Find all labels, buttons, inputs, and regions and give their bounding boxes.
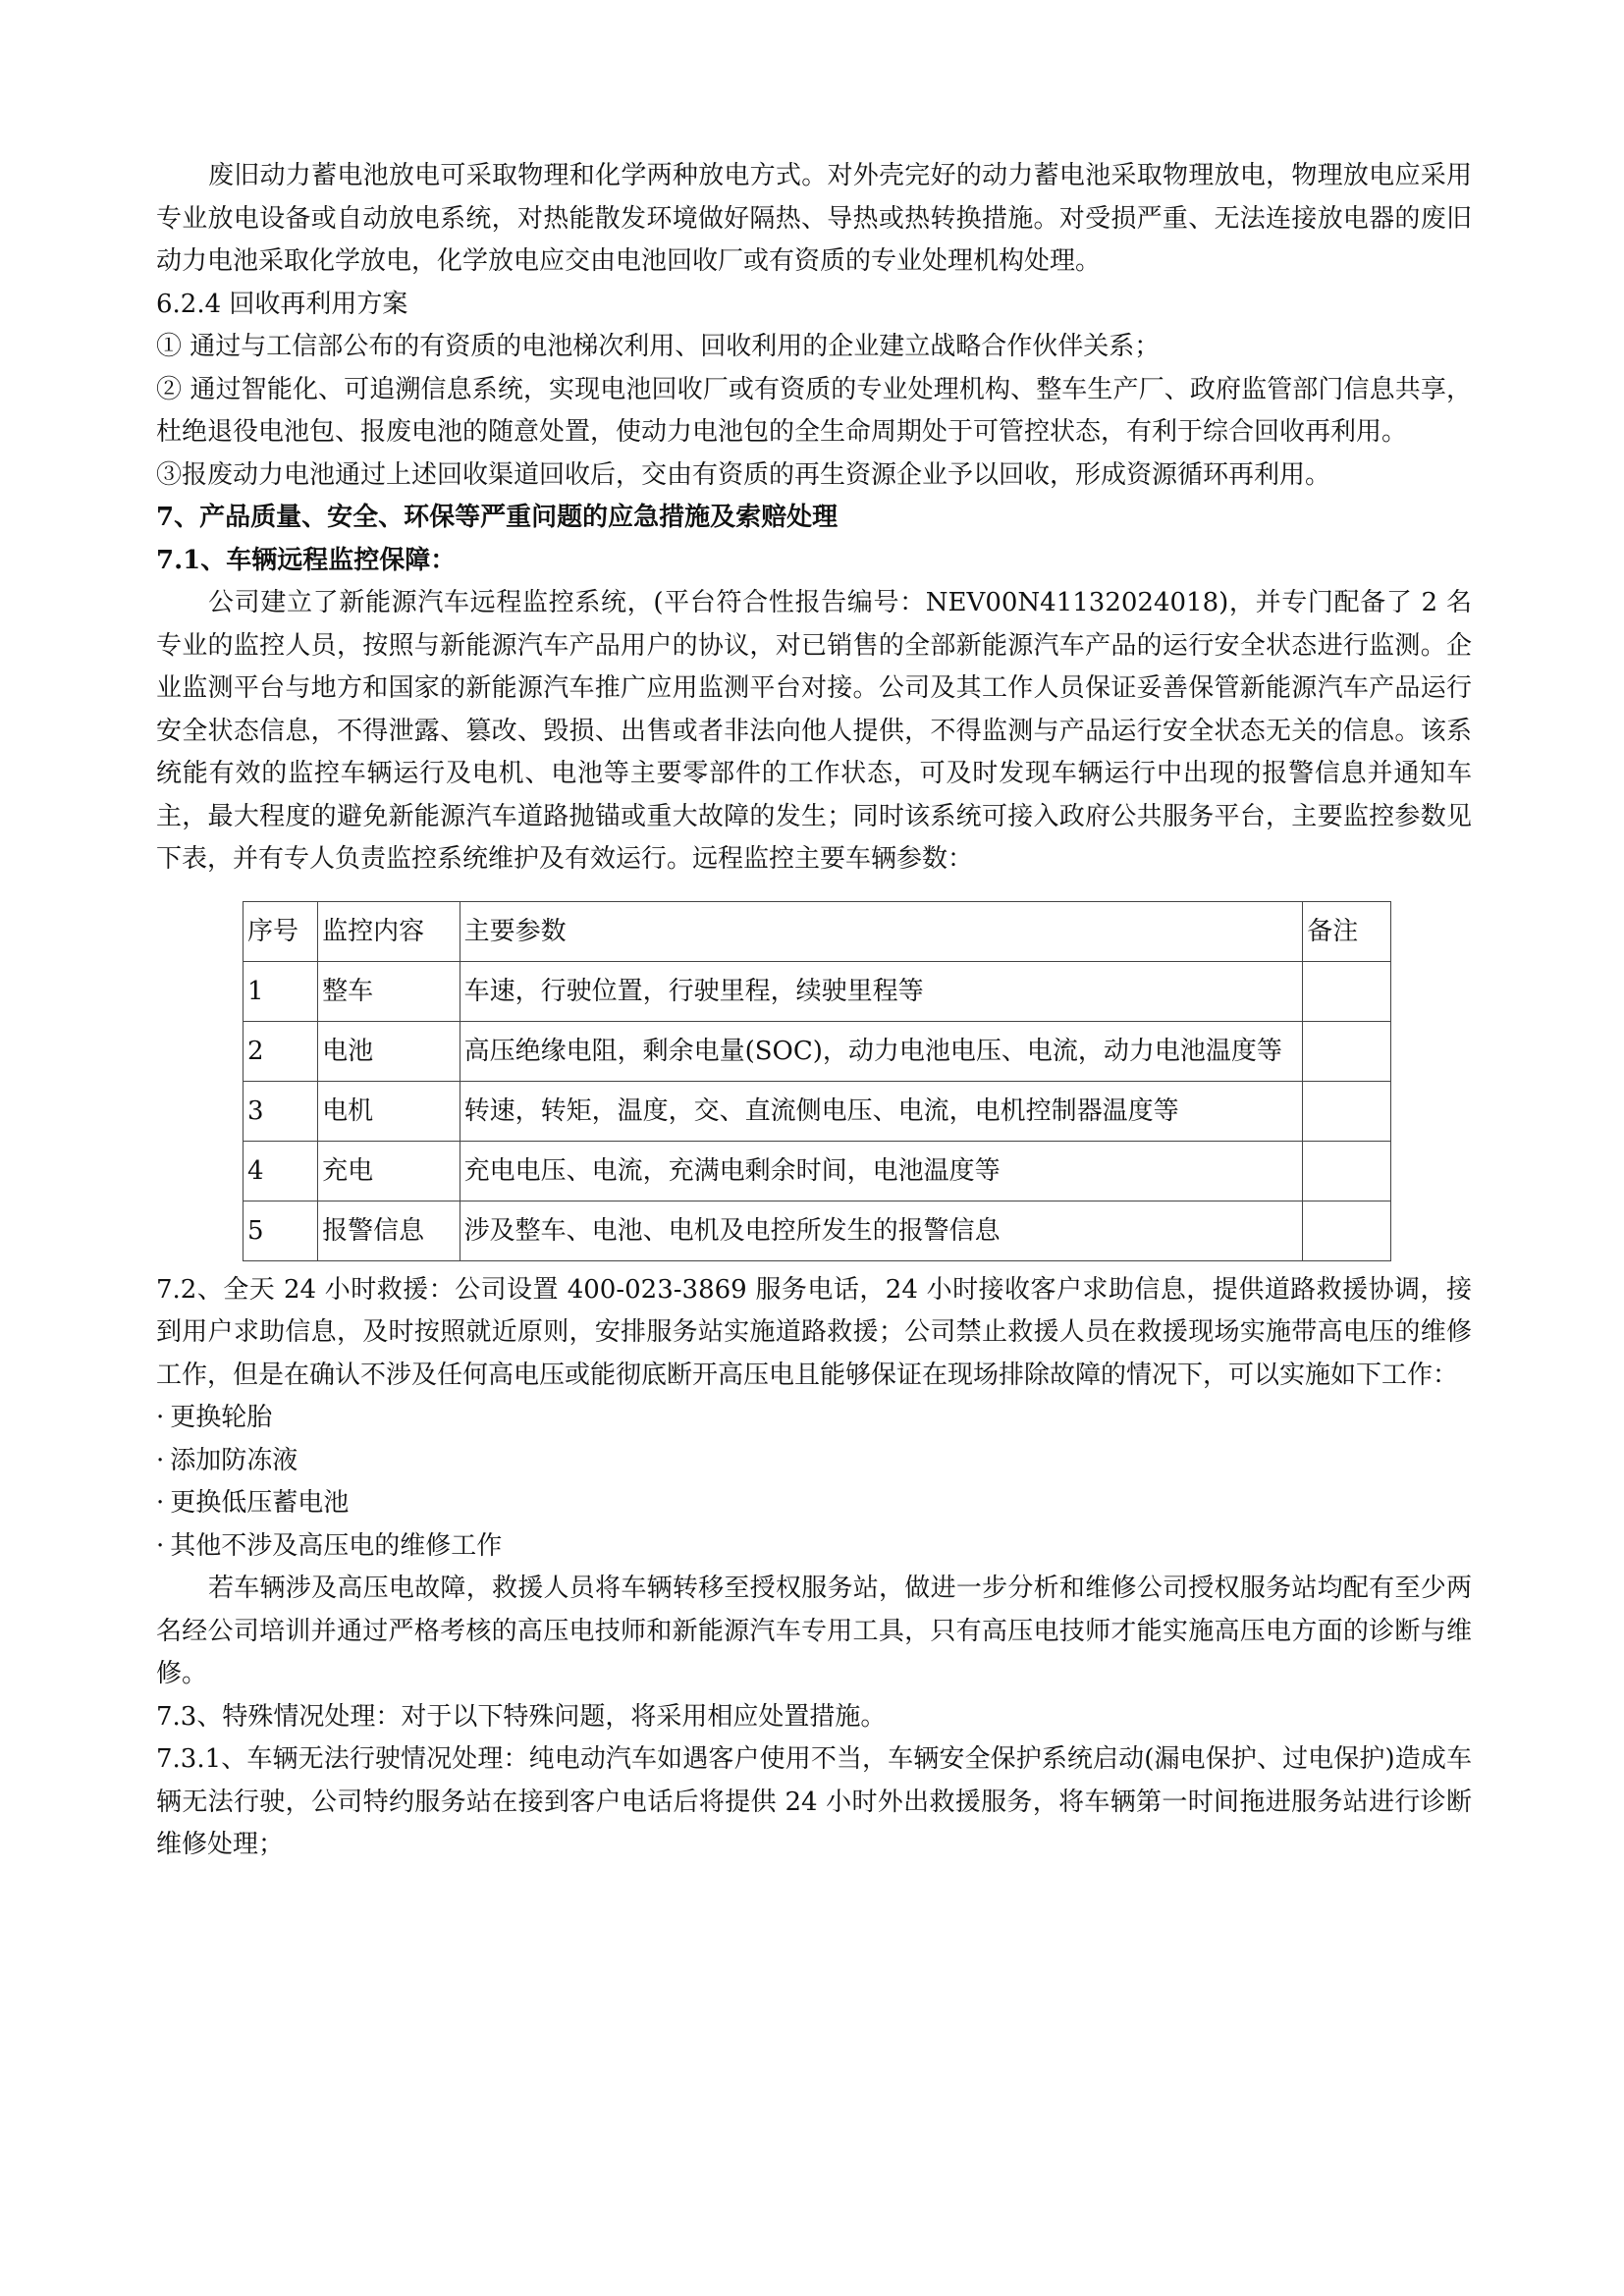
cell-seq: 1	[244, 961, 318, 1021]
table-row	[244, 961, 1391, 1021]
cell-params: 涉及整车、电池、电机及电控所发生的报警信息	[460, 1201, 1303, 1260]
cell-content: 电机	[318, 1081, 460, 1141]
cell-params: 高压绝缘电阻，剩余电量(SOC)，动力电池电压、电流，动力电池温度等	[460, 1021, 1303, 1081]
cell-remark	[1303, 1201, 1391, 1260]
header-seq: 序号	[244, 901, 318, 961]
table-row	[244, 1141, 1391, 1201]
cell-content: 充电	[318, 1141, 460, 1201]
bullet-item: · 其他不涉及高压电的维修工作	[156, 1525, 1472, 1569]
document-page	[156, 155, 1472, 1867]
bullet-item: · 添加防冻液	[156, 1440, 1472, 1483]
cell-content: 报警信息	[318, 1201, 460, 1260]
recycle-item-2: ② 通过智能化、可追溯信息系统，实现电池回收厂或有资质的专业处理机构、整车生产厂、政府监管部门信息共享，杜绝退役电池包、报废电池的随意处置，使动力电池包的全生命周期处于可管控状态，有利于综合回收再利用。	[156, 374, 1472, 447]
section-7-heading: 7、产品质量、安全、环保等严重问题的应急措施及索赔处理	[156, 503, 839, 532]
table-row	[244, 1081, 1391, 1141]
high-voltage-paragraph: 若车辆涉及高压电故障，救援人员将车辆转移至授权服务站，做进一步分析和维修公司授权服务站均配有至少两名经公司培训并通过严格考核的高压电技师和新能源汽车专用工具，只有高压电技师才能实施高压电方面的诊断与维修。	[156, 1574, 1472, 1688]
header-params: 主要参数	[460, 901, 1303, 961]
cell-seq: 3	[244, 1081, 318, 1141]
section-7-1-heading: 7.1、车辆远程监控保障：	[156, 545, 457, 575]
cell-params: 车速，行驶位置，行驶里程，续驶里程等	[460, 961, 1303, 1021]
cell-remark	[1303, 961, 1391, 1021]
bullet-item: · 更换轮胎	[156, 1397, 1472, 1440]
table-row	[244, 1201, 1391, 1260]
cell-params: 转速，转矩，温度，交、直流侧电压、电流，电机控制器温度等	[460, 1081, 1303, 1141]
cell-remark	[1303, 1081, 1391, 1141]
section-7-3-paragraph: 7.3、特殊情况处理：对于以下特殊问题，将采用相应处置措施。	[156, 1701, 887, 1732]
section-7-3-1-paragraph: 7.3.1、车辆无法行驶情况处理：纯电动汽车如遇客户使用不当，车辆安全保护系统启动(漏电保护、过电保护)造成车辆无法行驶，公司特约服务站在接到客户电话后将提供 24 小时外出救援服务，将车辆第一时间拖进服务站进行诊断维修处理；	[156, 1744, 1472, 1859]
cell-remark	[1303, 1021, 1391, 1081]
header-content: 监控内容	[318, 901, 460, 961]
remote-monitor-paragraph: 公司建立了新能源汽车远程监控系统，(平台符合性报告编号：NEV00N41132024018)，并专门配备了 2 名专业的监控人员，按照与新能源汽车产品用户的协议，对已销售的全部新能源汽车产品的运行安全状态进行监测。企业监测平台与地方和国家的新能源汽车推广应用监测平台对接。公司及其工作人员保证妥善保管新能源汽车产品运行安全状态信息，不得泄露、篡改、毁损、出售或者非法向他人提供，不得监测与产品运行安全状态无关的信息。该系统能有效的监控车辆运行及电机、电池等主要零部件的工作状态，可及时发现车辆运行中出现的报警信息并通知车主，最大程度的避免新能源汽车道路抛锚或重大故障的发生；同时该系统可接入政府公共服务平台，主要监控参数见下表，并有专人负责监控系统维护及有效运行。远程监控主要车辆参数：	[156, 588, 1472, 874]
cell-seq: 4	[244, 1141, 318, 1201]
cell-params: 充电电压、电流，充满电剩余时间，电池温度等	[460, 1141, 1303, 1201]
section-7-2-paragraph: 7.2、全天 24 小时救援：公司设置 400-023-3869 服务电话，24 小时接收客户求助信息，提供道路救援协调，接到用户求助信息，及时按照就近原则，安排服务站实施道路救援；公司禁止救援人员在救援现场实施带高电压的维修工作，但是在确认不涉及任何高电压或能彻底断开高压电且能够保证在现场排除故障的情况下，可以实施如下工作：	[156, 1274, 1472, 1390]
cell-content: 整车	[318, 961, 460, 1021]
table-header-row	[244, 901, 1391, 961]
section-6-2-4-heading: 6.2.4 回收再利用方案	[156, 289, 408, 319]
recycle-item-1: ① 通过与工信部公布的有资质的电池梯次利用、回收利用的企业建立战略合作伙伴关系；	[156, 332, 1161, 361]
recycle-item-3: ③报废动力电池通过上述回收渠道回收后，交由有资质的再生资源企业予以回收，形成资源循环再利用。	[156, 459, 1331, 490]
cell-seq: 2	[244, 1021, 318, 1081]
monitor-parameters-table	[243, 901, 1391, 1261]
cell-remark	[1303, 1141, 1391, 1201]
cell-seq: 5	[244, 1201, 318, 1260]
header-remark: 备注	[1303, 901, 1391, 961]
table-row	[244, 1021, 1391, 1081]
bullet-item: · 更换低压蓄电池	[156, 1482, 1472, 1525]
cell-content: 电池	[318, 1021, 460, 1081]
discharge-paragraph: 废旧动力蓄电池放电可采取物理和化学两种放电方式。对外壳完好的动力蓄电池采取物理放电，物理放电应采用专业放电设备或自动放电系统，对热能散发环境做好隔热、导热或热转换措施。对受损严重、无法连接放电器的废旧动力电池采取化学放电，化学放电应交由电池回收厂或有资质的专业处理机构处理。	[156, 161, 1472, 276]
